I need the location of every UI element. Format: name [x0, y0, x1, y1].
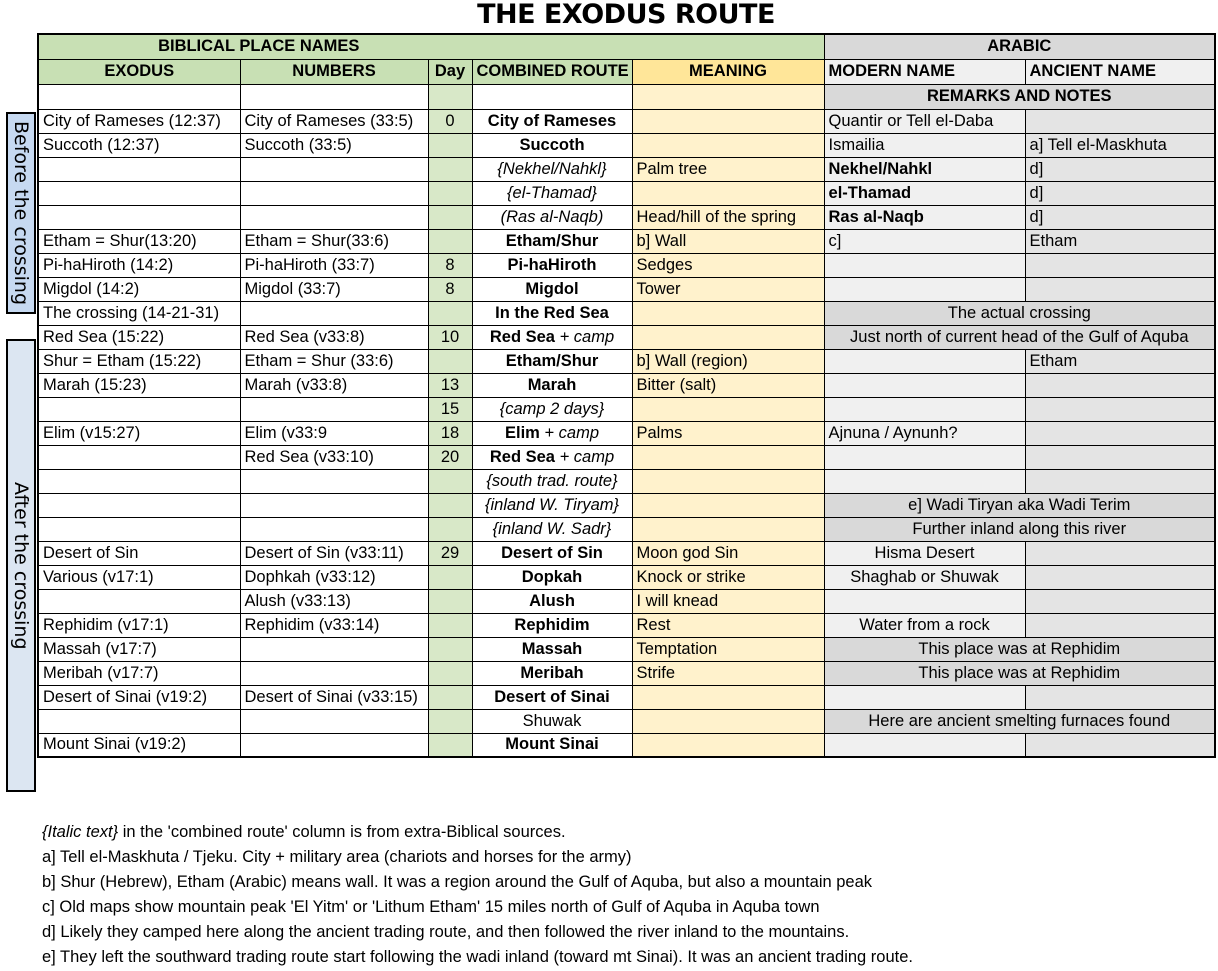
meaning-cell [632, 181, 824, 205]
table-row [38, 349, 1215, 373]
combined-route-cell [472, 325, 632, 349]
day-cell [428, 661, 472, 685]
route-name: Desert of Sin [501, 543, 603, 562]
blank-cell [240, 84, 428, 109]
table-row [38, 133, 1215, 157]
ancient-name-header: ANCIENT NAME [1025, 59, 1215, 84]
numbers-cell [240, 181, 428, 205]
modern-name-cell: el-Thamad [824, 181, 1025, 205]
note-italic [42, 820, 913, 845]
exodus-cell [38, 205, 240, 229]
modern-name-cell: Hisma Desert [824, 541, 1025, 565]
route-name: {Nekhel/Nahkl} [497, 159, 607, 178]
table-row [38, 517, 1215, 541]
meaning-cell [632, 445, 824, 469]
ancient-name-cell: Etham [1025, 349, 1215, 373]
table-row [38, 253, 1215, 277]
route-name: Meribah [520, 663, 584, 682]
remark-cell: The actual crossing [824, 301, 1215, 325]
route-name: Red Sea [489, 447, 555, 466]
combined-route-cell [472, 349, 632, 373]
numbers-cell [240, 157, 428, 181]
combined-route-cell [472, 493, 632, 517]
route-name: Alush [529, 591, 575, 610]
route-name: {camp 2 days} [499, 399, 605, 418]
day-cell: 18 [428, 421, 472, 445]
ancient-name-cell: Etham [1025, 229, 1215, 253]
route-suffix: + camp [554, 327, 615, 346]
blank-cell [632, 84, 824, 109]
numbers-cell: Dophkah (v33:12) [240, 565, 428, 589]
day-cell: 15 [428, 397, 472, 421]
table-row [38, 589, 1215, 613]
numbers-cell [240, 469, 428, 493]
route-name: Red Sea [489, 327, 555, 346]
numbers-cell [240, 661, 428, 685]
exodus-cell [38, 589, 240, 613]
day-cell [428, 469, 472, 493]
table-row [38, 709, 1215, 733]
exodus-cell: Various (v17:1) [38, 565, 240, 589]
table-row [38, 373, 1215, 397]
meaning-cell [632, 397, 824, 421]
table-row [38, 421, 1215, 445]
modern-name-cell [824, 373, 1025, 397]
before-crossing-label [6, 112, 36, 314]
route-name: Rephidim [514, 615, 590, 634]
combined-route-cell [472, 157, 632, 181]
modern-name-cell [824, 397, 1025, 421]
numbers-cell [240, 733, 428, 757]
exodus-cell: Marah (15:23) [38, 373, 240, 397]
numbers-cell [240, 637, 428, 661]
modern-name-cell [824, 277, 1025, 301]
modern-name-cell: Ajnuna / Aynunh? [824, 421, 1025, 445]
exodus-cell: Meribah (v17:7) [38, 661, 240, 685]
combined-route-cell [472, 613, 632, 637]
exodus-cell [38, 517, 240, 541]
ancient-name-cell [1025, 445, 1215, 469]
modern-name-cell: Ismailia [824, 133, 1025, 157]
exodus-cell [38, 493, 240, 517]
after-crossing-text: After the crossing [10, 481, 32, 650]
meaning-cell [632, 133, 824, 157]
blank-cell [428, 84, 472, 109]
combined-route-cell [472, 229, 632, 253]
remark-cell: Further inland along this river [824, 517, 1215, 541]
modern-name-cell: Water from a rock [824, 613, 1025, 637]
combined-route-cell [472, 301, 632, 325]
meaning-cell [632, 109, 824, 133]
meaning-cell: Head/hill of the spring [632, 205, 824, 229]
table-row [38, 733, 1215, 757]
exodus-cell: Pi-haHiroth (14:2) [38, 253, 240, 277]
table-row [38, 445, 1215, 469]
meaning-cell [632, 325, 824, 349]
route-name: Pi-haHiroth [507, 255, 597, 274]
ancient-name-cell: d] [1025, 181, 1215, 205]
numbers-cell: Rephidim (v33:14) [240, 613, 428, 637]
remark-cell: This place was at Rephidim [824, 661, 1215, 685]
meaning-cell: Knock or strike [632, 565, 824, 589]
route-suffix: + camp [554, 447, 615, 466]
combined-route-cell [472, 109, 632, 133]
ancient-name-cell [1025, 109, 1215, 133]
blank-cell [472, 84, 632, 109]
meaning-cell [632, 733, 824, 757]
day-cell [428, 589, 472, 613]
blank-cell [38, 84, 240, 109]
note-italic-rest: in the 'combined route' column is from extra-Biblical sources. [118, 823, 566, 841]
table-row [38, 469, 1215, 493]
route-name: Etham/Shur [505, 231, 599, 250]
numbers-cell: Pi-haHiroth (33:7) [240, 253, 428, 277]
exodus-cell [38, 469, 240, 493]
table-row [38, 661, 1215, 685]
page-title: THE EXODUS ROUTE [477, 0, 775, 30]
meaning-cell: I will knead [632, 589, 824, 613]
modern-name-cell [824, 445, 1025, 469]
table-row [38, 277, 1215, 301]
day-cell: 8 [428, 253, 472, 277]
numbers-cell [240, 517, 428, 541]
numbers-cell: Elim (v33:9 [240, 421, 428, 445]
meaning-cell: b] Wall [632, 229, 824, 253]
table-row [38, 109, 1215, 133]
numbers-cell: Etham = Shur (33:6) [240, 349, 428, 373]
table-row [38, 229, 1215, 253]
exodus-cell [38, 157, 240, 181]
day-cell [428, 685, 472, 709]
numbers-cell: Red Sea (v33:8) [240, 325, 428, 349]
combined-route-cell [472, 133, 632, 157]
table-row [38, 157, 1215, 181]
route-name: {inland W. Tiryam} [484, 495, 620, 514]
combined-route-header: COMBINED ROUTE [472, 59, 632, 84]
ancient-name-cell [1025, 541, 1215, 565]
combined-route-cell [472, 565, 632, 589]
ancient-name-cell [1025, 373, 1215, 397]
ancient-name-cell [1025, 253, 1215, 277]
exodus-cell: The crossing (14-21-31) [38, 301, 240, 325]
table-row [38, 397, 1215, 421]
day-cell [428, 733, 472, 757]
note-b: b] Shur (Hebrew), Etham (Arabic) means wall. It was a region around the Gulf of Aquba, but also a mountain peak [42, 873, 873, 891]
exodus-cell: Desert of Sin [38, 541, 240, 565]
table-row [38, 565, 1215, 589]
numbers-cell: Etham = Shur(33:6) [240, 229, 428, 253]
ancient-name-cell [1025, 397, 1215, 421]
numbers-cell [240, 205, 428, 229]
combined-route-cell [472, 469, 632, 493]
day-cell: 29 [428, 541, 472, 565]
before-crossing-text: Before the crossing [10, 120, 32, 306]
day-cell [428, 637, 472, 661]
combined-route-cell [472, 733, 632, 757]
modern-name-cell [824, 349, 1025, 373]
meaning-cell: Strife [632, 661, 824, 685]
note-c: c] Old maps show mountain peak 'El Yitm' or 'Lithum Etham' 15 miles north of Gulf of Aquba in Aquba town [42, 898, 820, 916]
ancient-name-cell [1025, 733, 1215, 757]
numbers-cell: Desert of Sinai (v33:15) [240, 685, 428, 709]
route-name: In the Red Sea [495, 303, 609, 322]
table-row [38, 181, 1215, 205]
ancient-name-cell [1025, 613, 1215, 637]
route-name: Desert of Sinai [494, 687, 610, 706]
meaning-cell: Rest [632, 613, 824, 637]
numbers-cell [240, 709, 428, 733]
route-name: {inland W. Sadr} [492, 519, 612, 538]
modern-name-cell [824, 589, 1025, 613]
combined-route-cell [472, 517, 632, 541]
route-suffix: + camp [539, 423, 599, 442]
numbers-cell: Migdol (33:7) [240, 277, 428, 301]
numbers-cell: Alush (v33:13) [240, 589, 428, 613]
day-cell [428, 301, 472, 325]
ancient-name-cell [1025, 589, 1215, 613]
table-row [38, 541, 1215, 565]
exodus-cell: Succoth (12:37) [38, 133, 240, 157]
meaning-cell: Bitter (salt) [632, 373, 824, 397]
meaning-cell: Tower [632, 277, 824, 301]
modern-name-header: MODERN NAME [824, 59, 1025, 84]
table-row [38, 493, 1215, 517]
remark-cell: Here are ancient smelting furnaces found [824, 709, 1215, 733]
day-cell [428, 133, 472, 157]
meaning-cell [632, 493, 824, 517]
day-cell [428, 565, 472, 589]
route-name: {south trad. route} [486, 471, 618, 490]
exodus-route-table [37, 33, 1216, 758]
route-rows [38, 109, 1215, 757]
route-name: (Ras al-Naqb) [500, 207, 604, 226]
meaning-header: MEANING [632, 59, 824, 84]
combined-route-cell [472, 253, 632, 277]
ancient-name-cell: d] [1025, 205, 1215, 229]
note-e: e] They left the southward trading route start following the wadi inland (toward mt Sinai). It was an ancient trading route. [42, 948, 913, 966]
table-row [38, 685, 1215, 709]
numbers-header: NUMBERS [240, 59, 428, 84]
route-name: City of Rameses [487, 111, 617, 130]
ancient-name-cell: a] Tell el-Maskhuta [1025, 133, 1215, 157]
day-cell: 10 [428, 325, 472, 349]
note-a: a] Tell el-Maskhuta / Tjeku. City + military area (chariots and horses for the army) [42, 848, 632, 866]
note-d: d] Likely they camped here along the ancient trading route, and then followed the river inland to the mountains. [42, 923, 850, 941]
exodus-cell [38, 181, 240, 205]
table-row [38, 637, 1215, 661]
meaning-cell [632, 301, 824, 325]
arabic-header: ARABIC [824, 34, 1215, 59]
numbers-cell: City of Rameses (33:5) [240, 109, 428, 133]
route-name: Massah [521, 639, 583, 658]
day-cell: 13 [428, 373, 472, 397]
ancient-name-cell [1025, 277, 1215, 301]
modern-name-cell: Ras al-Naqb [824, 205, 1025, 229]
combined-route-cell [472, 373, 632, 397]
ancient-name-cell [1025, 685, 1215, 709]
meaning-cell: Palm tree [632, 157, 824, 181]
exodus-cell: Migdol (14:2) [38, 277, 240, 301]
combined-route-cell [472, 181, 632, 205]
remark-cell: e] Wadi Tiryan aka Wadi Terim [824, 493, 1215, 517]
table-row [38, 613, 1215, 637]
ancient-name-cell [1025, 421, 1215, 445]
route-name: Dopkah [521, 567, 583, 586]
combined-route-cell [472, 661, 632, 685]
combined-route-cell [472, 685, 632, 709]
day-cell [428, 709, 472, 733]
meaning-cell [632, 709, 824, 733]
modern-name-cell [824, 469, 1025, 493]
ancient-name-cell: d] [1025, 157, 1215, 181]
meaning-cell [632, 517, 824, 541]
meaning-cell [632, 685, 824, 709]
day-cell [428, 613, 472, 637]
meaning-cell: Sedges [632, 253, 824, 277]
exodus-cell [38, 397, 240, 421]
exodus-cell: Shur = Etham (15:22) [38, 349, 240, 373]
route-name: Marah [527, 375, 577, 394]
remark-cell: Just north of current head of the Gulf of Aquba [824, 325, 1215, 349]
day-cell [428, 229, 472, 253]
numbers-cell [240, 493, 428, 517]
day-header: Day [428, 59, 472, 84]
route-name: {el-Thamad} [507, 183, 597, 202]
exodus-cell: Desert of Sinai (v19:2) [38, 685, 240, 709]
modern-name-cell [824, 685, 1025, 709]
meaning-cell: Moon god Sin [632, 541, 824, 565]
combined-route-cell [472, 541, 632, 565]
after-crossing-label [6, 339, 36, 792]
ancient-name-cell [1025, 469, 1215, 493]
day-cell [428, 517, 472, 541]
remark-cell: This place was at Rephidim [824, 637, 1215, 661]
biblical-header: BIBLICAL PLACE NAMES [38, 34, 824, 59]
meaning-cell: b] Wall (region) [632, 349, 824, 373]
route-name: Elim [504, 423, 540, 442]
table-row [38, 325, 1215, 349]
exodus-cell: Red Sea (15:22) [38, 325, 240, 349]
exodus-cell: Etham = Shur(13:20) [38, 229, 240, 253]
combined-route-cell [472, 397, 632, 421]
combined-route-cell [472, 709, 632, 733]
modern-name-cell: Shaghab or Shuwak [824, 565, 1025, 589]
meaning-cell [632, 469, 824, 493]
table-row [38, 205, 1215, 229]
route-name: Mount Sinai [505, 735, 599, 754]
numbers-cell: Desert of Sin (v33:11) [240, 541, 428, 565]
route-name: Succoth [519, 135, 585, 154]
day-cell [428, 157, 472, 181]
exodus-cell: Massah (v17:7) [38, 637, 240, 661]
exodus-cell: Elim (v15:27) [38, 421, 240, 445]
day-cell [428, 349, 472, 373]
day-cell [428, 205, 472, 229]
exodus-cell [38, 445, 240, 469]
route-name: Migdol [525, 279, 579, 298]
modern-name-cell [824, 733, 1025, 757]
exodus-cell: Mount Sinai (v19:2) [38, 733, 240, 757]
numbers-cell [240, 397, 428, 421]
numbers-cell: Succoth (33:5) [240, 133, 428, 157]
combined-route-cell [472, 637, 632, 661]
modern-name-cell: Quantir or Tell el-Daba [824, 109, 1025, 133]
numbers-cell: Red Sea (v33:10) [240, 445, 428, 469]
combined-route-cell [472, 589, 632, 613]
numbers-cell: Marah (v33:8) [240, 373, 428, 397]
modern-name-cell: c] [824, 229, 1025, 253]
modern-name-cell: Nekhel/Nahkl [824, 157, 1025, 181]
day-cell: 0 [428, 109, 472, 133]
route-name: Etham/Shur [505, 351, 599, 370]
route-name: Shuwak [522, 711, 582, 730]
combined-route-cell [472, 445, 632, 469]
numbers-cell [240, 301, 428, 325]
table-row [38, 301, 1215, 325]
remarks-header: REMARKS AND NOTES [824, 84, 1215, 109]
day-cell [428, 181, 472, 205]
footnotes [42, 820, 913, 970]
note-italic-prefix: {Italic text} [42, 823, 119, 841]
day-cell [428, 493, 472, 517]
modern-name-cell [824, 253, 1025, 277]
ancient-name-cell [1025, 565, 1215, 589]
meaning-cell: Temptation [632, 637, 824, 661]
meaning-cell: Palms [632, 421, 824, 445]
combined-route-cell [472, 421, 632, 445]
exodus-header: EXODUS [38, 59, 240, 84]
exodus-cell: Rephidim (v17:1) [38, 613, 240, 637]
exodus-cell [38, 709, 240, 733]
combined-route-cell [472, 277, 632, 301]
day-cell: 20 [428, 445, 472, 469]
exodus-cell: City of Rameses (12:37) [38, 109, 240, 133]
day-cell: 8 [428, 277, 472, 301]
combined-route-cell [472, 205, 632, 229]
